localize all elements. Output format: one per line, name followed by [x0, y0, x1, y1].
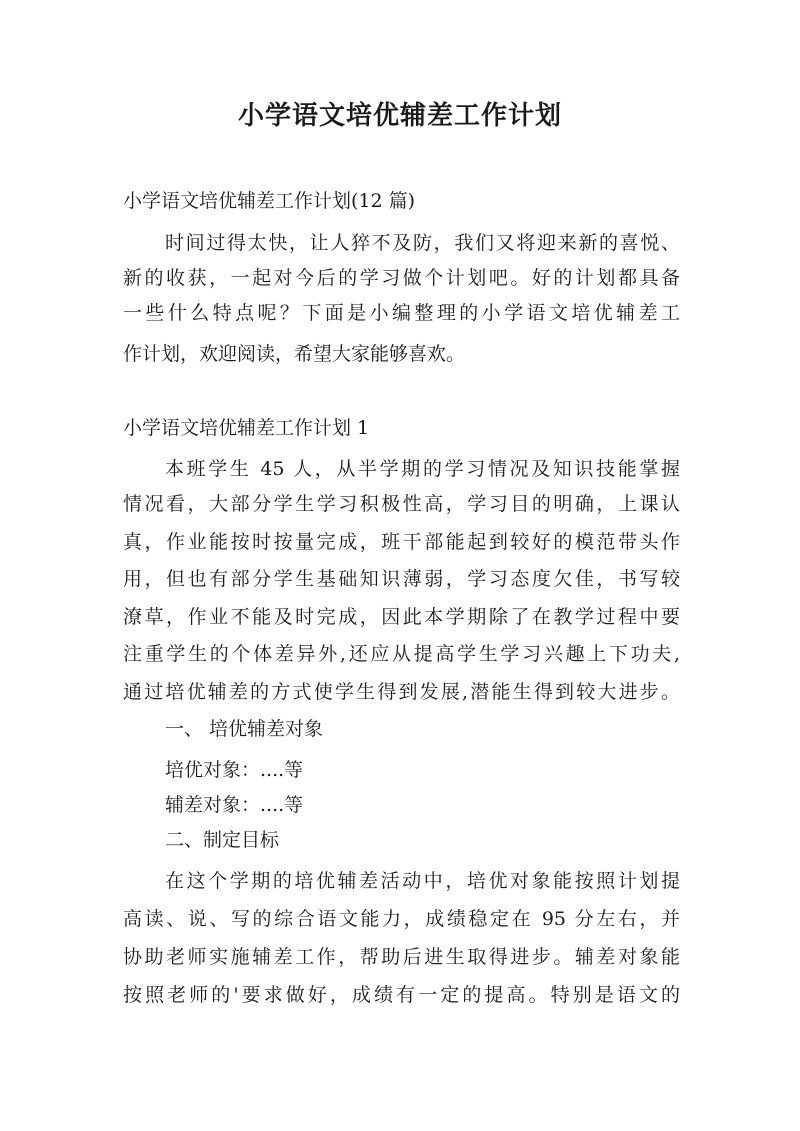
body-paragraph-line: 潦草，作业不能及时完成，因此本学期除了在教学过程中要 — [123, 606, 680, 628]
body-paragraph-line: 通过培优辅差的方式使学生得到发展,潜能生得到较大进步。 — [123, 681, 680, 703]
body-paragraph-line: 用，但也有部分学生基础知识薄弱，学习态度欠佳，书写较 — [123, 568, 680, 590]
intro-paragraph-line: 作计划，欢迎阅读，希望大家能够喜欢。 — [123, 343, 466, 365]
body-paragraph-line: 注重学生的个体差异外,还应从提高学生学习兴趣上下功夫, — [123, 643, 680, 665]
intro-paragraph-line: 时间过得太快，让人猝不及防，我们又将迎来新的喜悦、 — [165, 232, 680, 254]
list-item: 培优对象：....等 — [165, 759, 304, 781]
intro-paragraph-line: 一些什么特点呢？下面是小编整理的小学语文培优辅差工 — [123, 302, 680, 324]
list-item: 辅差对象：....等 — [165, 794, 304, 816]
subsection-heading: 一、 培优辅差对象 — [165, 718, 324, 740]
body-paragraph-line: 在这个学期的培优辅差活动中，培优对象能按照计划提 — [165, 870, 680, 892]
article-heading: 小学语文培优辅差工作计划(12 篇) — [123, 190, 416, 212]
intro-paragraph-line: 新的收获，一起对今后的学习做个计划吧。好的计划都具备 — [123, 267, 680, 289]
subsection-heading: 二、制定目标 — [165, 829, 280, 851]
document-title: 小学语文培优辅差工作计划 — [237, 101, 562, 131]
body-paragraph-line: 高读、说、写的综合语文能力，成绩稳定在 95 分左右，并 — [123, 908, 680, 930]
section-heading: 小学语文培优辅差工作计划 1 — [123, 417, 370, 439]
body-paragraph-line: 真，作业能按时按量完成，班干部能起到较好的模范带头作 — [123, 531, 680, 553]
body-paragraph-line: 协助老师实施辅差工作，帮助后进生取得进步。辅差对象能 — [123, 946, 680, 968]
body-paragraph-line: 按照老师的'要求做好，成绩有一定的提高。特别是语文的 — [123, 984, 680, 1006]
body-paragraph-line: 本班学生 45 人，从半学期的学习情况及知识技能掌握 — [165, 458, 680, 480]
body-paragraph-line: 情况看，大部分学生学习积极性高，学习目的明确，上课认 — [123, 493, 680, 515]
